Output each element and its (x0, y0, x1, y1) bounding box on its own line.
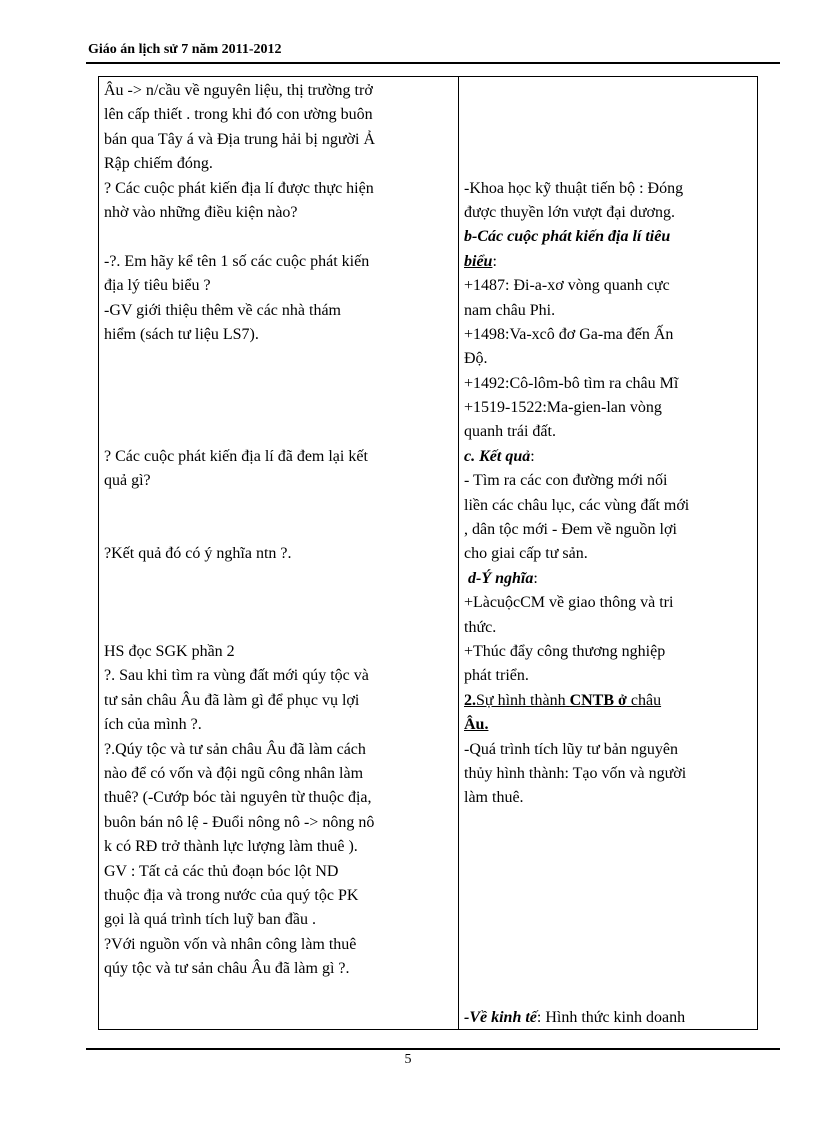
activity-line: thuê? (-Cướp bóc tài nguyên từ thuộc địa, (104, 789, 372, 807)
section-d-heading: d-Ý nghĩa (468, 569, 534, 587)
section-b-heading-end: biểu (464, 252, 493, 270)
conditions-line: được thuyền lớn vượt đại dương. (464, 203, 675, 221)
activity-line: bán qua Tây á và Địa trung hải bị người Ả (104, 130, 375, 148)
activity-line (104, 225, 454, 249)
activity-line: ?Kết quả đó có ý nghĩa ntn ?. (104, 545, 292, 563)
activity-line: ?. Sau khi tìm ra vùng đất mới qúy tộc và (104, 667, 369, 685)
lesson-content-column (464, 79, 756, 1030)
activity-line: thuộc địa và trong nước của quý tộc PK (104, 886, 359, 904)
voyage-line: nam châu Phi. (464, 301, 556, 319)
voyage-line: +1492:Cô-lôm-bô tìm ra châu Mĩ (464, 374, 679, 392)
activity-line: k có RĐ trở thành lực lượng làm thuê ). (104, 838, 358, 856)
activity-line: Rập chiếm đóng. (104, 155, 213, 173)
activity-line: HS đọc SGK phần 2 (104, 642, 235, 660)
section-b-heading-cont: biểu: (464, 252, 497, 270)
activity-line: qúy tộc và tư sản châu Âu đã làm gì ?. (104, 960, 350, 978)
page-number: 5 (404, 1052, 412, 1067)
meaning-line: thức. (464, 618, 497, 636)
meaning-line: +LàcuộcCM về giao thông và tri (464, 594, 674, 612)
section-c-heading-row: c. Kết quả: (464, 447, 535, 465)
meaning-line: phát triển. (464, 667, 529, 685)
header-divider (86, 62, 780, 64)
activity-line: ? Các cuộc phát kiến địa lí đã đem lại kết (104, 447, 368, 465)
activity-line: nào để có vốn và đội ngũ công nhân làm (104, 764, 364, 782)
teacher-student-activities-column (104, 79, 454, 981)
column-divider (458, 76, 459, 1030)
conditions-line: -Khoa học kỹ thuật tiến bộ : Đóng (464, 179, 684, 197)
economy-label: -Về kinh tế (464, 1008, 537, 1026)
activity-line: ?.Qúy tộc và tư sản châu Âu đã làm cách (104, 740, 366, 758)
activity-line (104, 567, 454, 591)
activity-line: quả gì? (104, 472, 151, 490)
activity-line (104, 372, 454, 396)
activity-line (104, 616, 454, 640)
activity-line (104, 347, 454, 371)
section-c-heading: c. Kết quả (464, 447, 531, 465)
meaning-line: +Thúc đẩy công thương nghiệp (464, 642, 666, 660)
section-b-heading: b-Các cuộc phát kiến địa lí tiêu (464, 228, 671, 246)
voyage-line: +1498:Va-xcô đơ Ga-ma đến Ấn (464, 325, 674, 343)
activity-line: Âu -> n/cầu về nguyên liệu, thị trường trở (104, 82, 373, 99)
activity-line: nhờ vào những điều kiện nào? (104, 203, 298, 221)
activity-line (104, 518, 454, 542)
voyage-line: quanh trái đất. (464, 423, 556, 441)
section-2-heading (464, 689, 756, 713)
activity-line: ích của mình ?. (104, 716, 202, 734)
activity-line: lên cấp thiết . trong khi đó con ường buôn (104, 106, 373, 124)
voyage-line: +1519-1522:Ma-gien-lan vòng (464, 399, 662, 417)
section-2-title-end: châu (626, 691, 662, 709)
activity-line: địa lý tiêu biểu ? (104, 277, 211, 295)
activity-line: -GV giới thiệu thêm về các nhà thám (104, 301, 341, 319)
voyage-line: Độ. (464, 350, 488, 368)
accumulation-line: làm thuê. (464, 789, 524, 807)
section-d-heading-row: d-Ý nghĩa: (468, 569, 538, 587)
section-2-title-bold: CNTB ở (569, 691, 627, 709)
activity-line (104, 591, 454, 615)
document-header: Giáo án lịch sử 7 năm 2011-2012 (88, 42, 282, 57)
voyage-line: +1487: Đi-a-xơ vòng quanh cực (464, 277, 670, 295)
footer-divider (86, 1048, 780, 1050)
section-2-number: 2. (464, 691, 476, 709)
result-line: liền các châu lục, các vùng đất mới (464, 496, 690, 514)
activity-line: tư sản châu Âu đã làm gì để phục vụ lợi (104, 691, 360, 709)
activity-line: gọi là quá trình tích luỹ ban đầu . (104, 911, 316, 929)
activity-line: buôn bán nô lệ - Đuổi nông nô -> nông nô (104, 813, 375, 831)
section-2-title-line2: Âu. (464, 716, 489, 734)
activity-line: ?Với nguồn vốn và nhân công làm thuê (104, 935, 357, 953)
result-line: cho giai cấp tư sản. (464, 545, 588, 563)
activity-line: hiểm (sách tư liệu LS7). (104, 325, 259, 343)
section-2-title: Sự hình thành (476, 691, 570, 709)
activity-line: -?. Em hãy kể tên 1 số các cuộc phát kiến (104, 252, 370, 270)
activity-line (104, 420, 454, 444)
activity-line (104, 396, 454, 420)
result-line: , dân tộc mới - Đem về nguồn lợi (464, 521, 677, 539)
economy-text: : Hình thức kinh doanh (536, 1008, 686, 1026)
accumulation-line: thủy hình thành: Tạo vốn và người (464, 764, 687, 782)
activity-line: GV : Tất cả các thủ đoạn bóc lột ND (104, 862, 339, 880)
economy-line (464, 1006, 756, 1030)
accumulation-line: -Quá trình tích lũy tư bản nguyên (464, 740, 678, 758)
activity-line: ? Các cuộc phát kiến địa lí được thực hiện (104, 179, 374, 197)
activity-line (104, 494, 454, 518)
result-line: - Tìm ra các con đường mới nối (464, 472, 668, 490)
